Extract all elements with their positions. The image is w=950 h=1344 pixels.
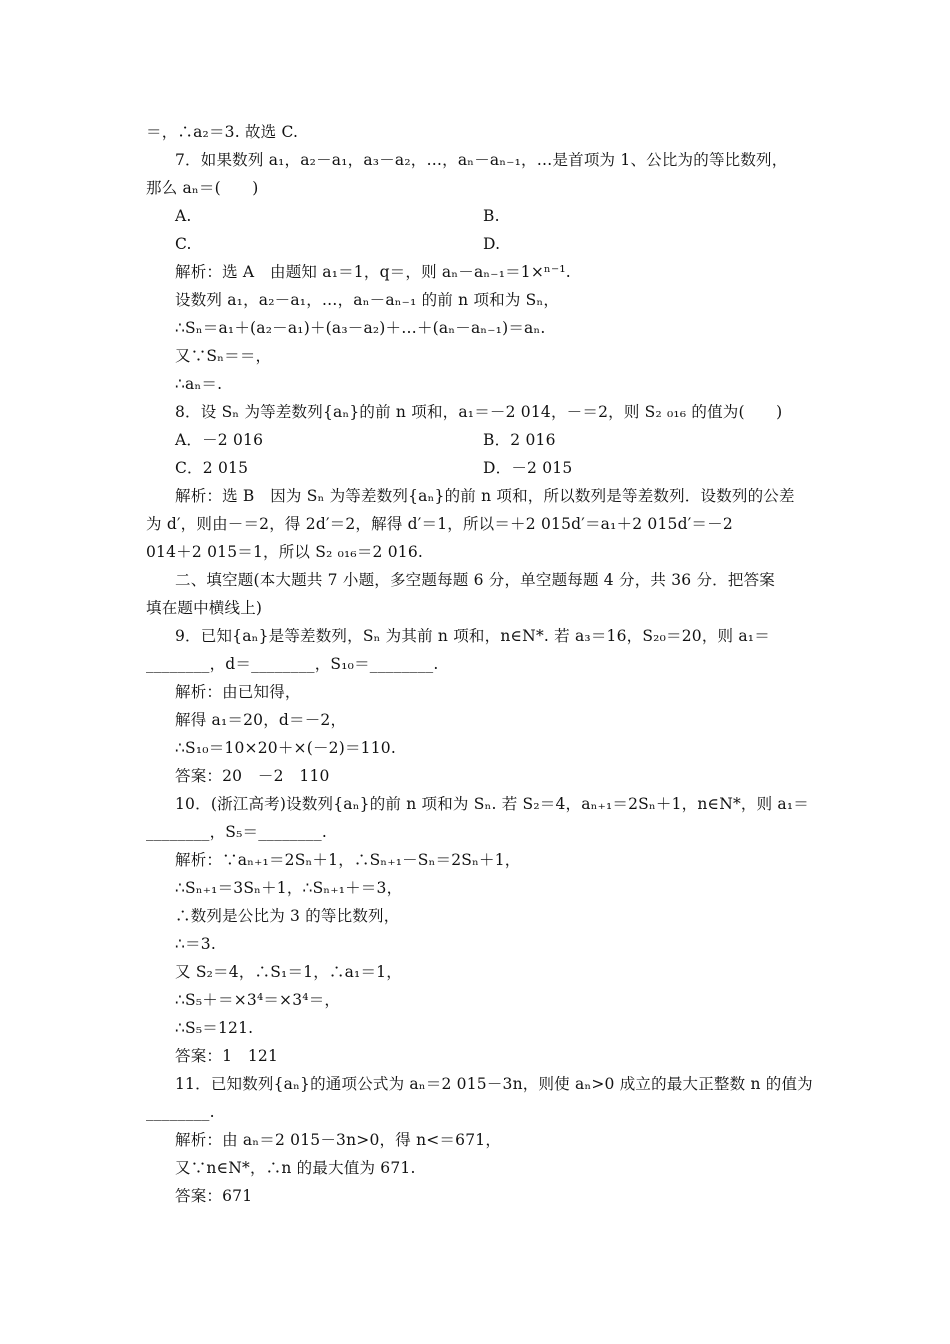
solution-line: ∴aₙ＝. [175, 375, 223, 393]
solution-line: 解析：∵aₙ₊₁＝2Sₙ＋1，∴Sₙ₊₁－Sₙ＝2Sₙ＋1， [175, 851, 521, 869]
option-b: B. [483, 207, 500, 225]
solution-line: ∴Sₙ＝a₁＋(a₂－a₁)＋(a₃－a₂)＋…＋(aₙ－aₙ₋₁)＝aₙ. [175, 319, 546, 337]
question-11-stem: 11．已知数列{aₙ}的通项公式为 aₙ＝2 015－3n，则使 aₙ>0 成立的最大正整数 n 的值为 [175, 1075, 813, 1093]
option-d: D. [483, 235, 501, 253]
solution-line: 解析：选 B 因为 Sₙ 为等差数列{aₙ}的前 n 项和，所以数列是等差数列．设数列的公差 [175, 487, 795, 505]
question-8-stem: 8．设 Sₙ 为等差数列{aₙ}的前 n 项和，a₁＝－2 014，－＝2，则 S₂ ₀₁₆ 的值为( ) [175, 403, 783, 421]
solution-line: 又∵n∈N*，∴n 的最大值为 671. [175, 1159, 416, 1177]
option-b: B．2 016 [483, 431, 556, 449]
solution-line: 014＋2 015＝1，所以 S₂ ₀₁₆＝2 016. [146, 543, 424, 561]
option-c: C. [175, 235, 192, 253]
solution-line: ∴数列是公比为 3 的等比数列， [175, 907, 400, 925]
answer-line: 答案：1 121 [175, 1047, 279, 1065]
option-c: C．2 015 [175, 459, 249, 477]
solution-line: 为 d′，则由－＝2，得 2d′＝2，解得 d′＝1，所以＝＋2 015d′＝a₁＋2 015d′＝－2 [146, 515, 733, 533]
solution-line: 解析：选 A 由题知 a₁＝1，q＝，则 aₙ－aₙ₋₁＝1×ⁿ⁻¹. [175, 263, 571, 281]
solution-line: 解析：由已知得， [175, 683, 301, 701]
answer-blanks: ________. [146, 1103, 215, 1121]
text-line: ＝，∴a₂＝3. 故选 C. [146, 123, 299, 141]
question-10-stem: 10．(浙江高考)设数列{aₙ}的前 n 项和为 Sₙ. 若 S₂＝4，aₙ₊₁＝2Sₙ＋1，n∈N*，则 a₁＝ [175, 795, 809, 813]
text-line: 那么 aₙ＝( ) [146, 179, 259, 197]
solution-line: ∴S₅＋＝×3⁴＝×3⁴＝， [175, 991, 341, 1009]
solution-line: 解析：由 aₙ＝2 015－3n>0，得 n<＝671， [175, 1131, 502, 1149]
option-d: D．－2 015 [483, 459, 573, 477]
question-7-stem: 7．如果数列 a₁，a₂－a₁，a₃－a₂，…，aₙ－aₙ₋₁，…是首项为 1、公比为的等比数列， [175, 151, 788, 169]
solution-line: ∴Sₙ₊₁＝3Sₙ＋1，∴Sₙ₊₁＋＝3， [175, 879, 403, 897]
solution-line: 又 S₂＝4，∴S₁＝1，∴a₁＝1， [175, 963, 402, 981]
solution-line: 又∵Sₙ＝＝， [175, 347, 272, 365]
answer-line: 答案：671 [175, 1187, 253, 1205]
question-9-stem: 9．已知{aₙ}是等差数列，Sₙ 为其前 n 项和，n∈N*. 若 a₃＝16，S₂₀＝20，则 a₁＝ [175, 627, 770, 645]
solution-line: ∴S₁₀＝10×20＋×(－2)＝110. [175, 739, 396, 757]
answer-line: 答案：20 －2 110 [175, 767, 330, 785]
option-a: A．－2 016 [175, 431, 264, 449]
solution-line: ∴S₅＝121. [175, 1019, 254, 1037]
section-heading: 填在题中横线上) [146, 599, 263, 617]
answer-blanks: ________，d＝________，S₁₀＝________. [146, 655, 439, 673]
solution-line: ∴＝3. [175, 935, 216, 953]
section-heading: 二、填空题(本大题共 7 小题，多空题每题 6 分，单空题每题 4 分，共 36 分．把答案 [175, 571, 775, 589]
answer-blanks: ________，S₅＝________. [146, 823, 327, 841]
solution-line: 解得 a₁＝20，d＝－2， [175, 711, 347, 729]
solution-line: 设数列 a₁，a₂－a₁，…，aₙ－aₙ₋₁ 的前 n 项和为 Sₙ， [175, 291, 560, 309]
option-a: A. [175, 207, 192, 225]
